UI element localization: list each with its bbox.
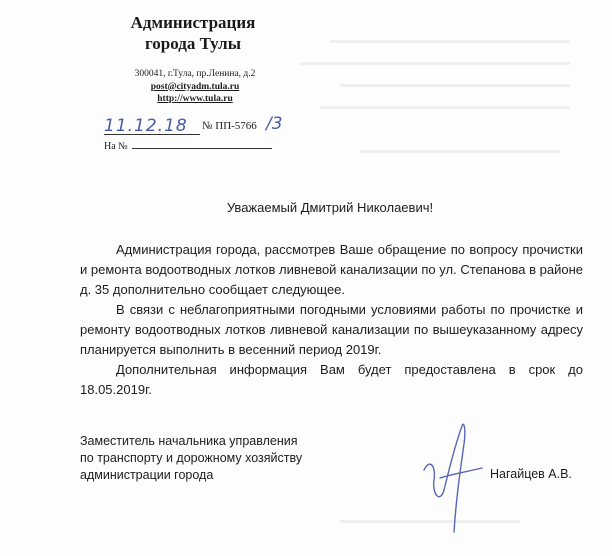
handwritten-date: 11.12.18 <box>104 116 188 136</box>
org-name-line2: города Тулы <box>145 34 241 53</box>
address-block <box>110 68 280 106</box>
reference-number: № ПП-5766 <box>202 120 257 132</box>
reply-to-row <box>104 139 272 152</box>
bleed-mark <box>340 84 570 87</box>
street-address: 300041, г.Тула, пр.Ленина, д.2 <box>134 69 256 79</box>
email-link[interactable]: post@cityadm.tula.ru <box>150 81 240 92</box>
signer-position <box>80 433 302 484</box>
paragraph-2: В связи с неблагоприятными погодными условиями работы по прочистке и ремонту водоотводных лотков ливневой канализации по вышеуказанному адресу планируется выполнить в весенний период 2019г. <box>80 302 583 357</box>
reply-to-blank-line <box>132 139 272 149</box>
date-underline <box>104 134 200 135</box>
letterhead <box>88 12 298 54</box>
website-link[interactable]: http://www.tula.ru <box>157 94 233 104</box>
handwritten-signature <box>410 408 490 538</box>
signer-position-line1: Заместитель начальника управления <box>80 434 298 448</box>
paragraph-3: Дополнительная информация Вам будет предоставлена в срок до 18.05.2019г. <box>80 362 583 397</box>
signer-position-line3: администрации города <box>80 468 214 482</box>
bleed-mark <box>320 106 570 109</box>
org-name-line1: Администрация <box>130 13 256 32</box>
bleed-mark <box>330 40 570 43</box>
salutation: Уважаемый Дмитрий Николаевич! <box>226 200 434 215</box>
handwritten-number-suffix: /3 <box>266 114 283 134</box>
reference-row <box>104 116 304 138</box>
bleed-mark <box>360 150 560 153</box>
paragraph-1: Администрация города, рассмотрев Ваше обращение по вопросу прочистки и ремонта водоотводных лотков ливневой канализации по ул. Степанова в районе д. 35 дополнительно сообщает следующее. <box>80 242 583 297</box>
reply-to-label: На № <box>104 141 128 152</box>
signer-name: Нагайцев А.В. <box>490 467 572 481</box>
bleed-mark <box>300 62 570 65</box>
signer-position-line2: по транспорту и дорожному хозяйству <box>80 451 303 465</box>
